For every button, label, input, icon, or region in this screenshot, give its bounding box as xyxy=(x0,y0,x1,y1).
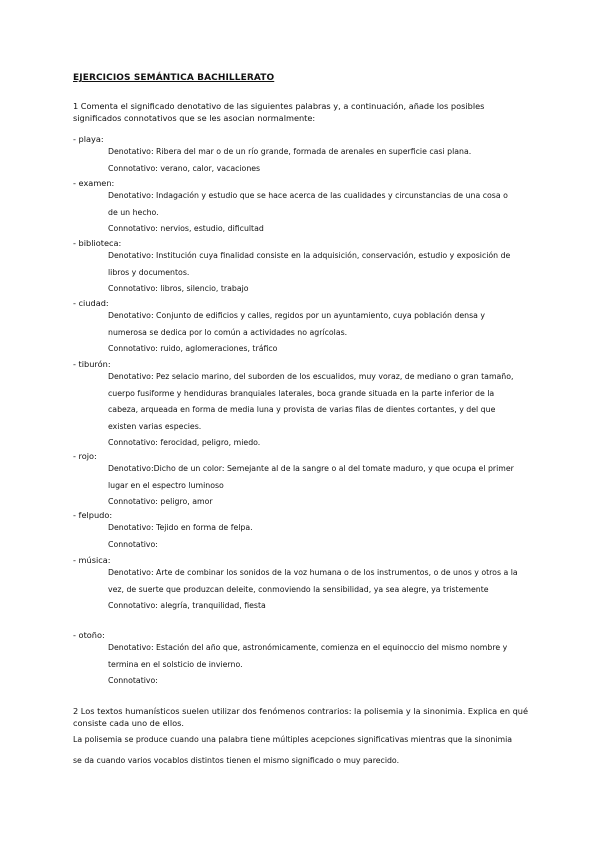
denotative-text: Denotativo: Ribera del mar o de un río grande, formada de arenales en superficie casi plana. xyxy=(108,147,472,156)
connotative-text: Connotativo: peligro, amor xyxy=(108,497,213,506)
denotative-text: Denotativo: Indagación y estudio que se hace acerca de las cualidades y circunstancias de una cosa o de un hecho. xyxy=(108,191,508,217)
entry-definition-biblioteca xyxy=(108,248,520,298)
entry-word-musica: - música: xyxy=(73,555,111,565)
denotative-text: Denotativo: Arte de combinar los sonidos de la voz humana o de los instrumentos, o de unos y otros a la vez, de suerte que produzcan deleite, conmoviendo la sensibilidad, ya sea alegre, ya tristemente xyxy=(108,568,518,594)
entry-word-tiburon: - tiburón: xyxy=(73,359,111,369)
denotative-text: Denotativo: Institución cuya finalidad consiste en la adquisición, conservación, estudio y exposición de libros y documentos. xyxy=(108,251,511,277)
connotative-text: Connotativo: ferocidad, peligro, miedo. xyxy=(108,438,261,447)
entry-word-rojo: - rojo: xyxy=(73,451,97,461)
denotative-text: Denotativo: Conjunto de edificios y calles, regidos por un ayuntamiento, cuya población densa y numerosa se dedica por lo común a actividades no agrícolas. xyxy=(108,311,486,337)
connotative-text: Connotativo: libros, silencio, trabajo xyxy=(108,284,249,293)
entry-word-felpudo: - felpudo: xyxy=(73,510,113,520)
connotative-text: Connotativo: verano, calor, vacaciones xyxy=(108,163,261,173)
entry-definition-musica xyxy=(108,565,520,615)
entry-definition-otono xyxy=(108,640,520,690)
entry-word-otono: - otoño: xyxy=(73,630,105,640)
entry-definition-felpudo xyxy=(108,520,520,553)
question-1: 1 Comenta el significado denotativo de las siguientes palabras y, a continuación, añade los posibles significados connotativos que se les asocian normalmente: xyxy=(73,101,485,123)
entry-word-examen: - examen: xyxy=(73,178,115,188)
entry-definition-tiburon xyxy=(108,369,520,452)
entry-definition-examen xyxy=(108,188,520,238)
denotative-text: Denotativo: Estación del año que, astronómicamente, comienza en el equinoccio del mismo nombre y termina en el solsticio de invierno. xyxy=(108,643,508,669)
entry-definition-rojo xyxy=(108,461,520,511)
denotative-text: Denotativo: Pez selacio marino, del suborden de los escualidos, muy voraz, de mediano o gran tamaño, cuerpo fusiforme y hendiduras branquiales laterales, boca grande situada en la parte inferior de la cabeza, arqueada en forma de media luna y provista de varias filas de dientes cortantes, y del que existen varias especies. xyxy=(108,372,514,431)
answer-2: La polisemia se produce cuando una palabra tiene múltiples acepciones significativas mientras que la sinonimia se da cuando varios vocablos distintos tienen el mismo significado o muy parecido. xyxy=(73,735,513,765)
connotative-text: Connotativo: alegría, tranquilidad, fiesta xyxy=(108,601,266,610)
page-title: EJERCICIOS SEMÁNTICA BACHILLERATO xyxy=(73,73,275,83)
denotative-text: Denotativo:Dicho de un color: Semejante al de la sangre o al del tomate maduro, y que ocupa el primer lugar en el espectro luminoso xyxy=(108,464,514,490)
entry-word-ciudad: - ciudad: xyxy=(73,298,109,308)
question-2: 2 Los textos humanísticos suelen utilizar dos fenómenos contrarios: la polisemia y la sinonimia. Explica en qué consiste cada uno de ellos. xyxy=(73,706,529,728)
entry-definition-playa xyxy=(108,144,520,177)
entry-word-playa: - playa: xyxy=(73,134,104,144)
entry-definition-ciudad xyxy=(108,308,520,358)
connotative-text: Connotativo: xyxy=(108,539,158,549)
entry-word-biblioteca: - biblioteca: xyxy=(73,238,122,248)
denotative-text: Denotativo: Tejido en forma de felpa. xyxy=(108,523,253,532)
connotative-text: Connotativo: nervios, estudio, dificultad xyxy=(108,224,264,233)
connotative-text: Connotativo: xyxy=(108,676,158,685)
connotative-text: Connotativo: ruido, aglomeraciones, tráfico xyxy=(108,344,278,353)
